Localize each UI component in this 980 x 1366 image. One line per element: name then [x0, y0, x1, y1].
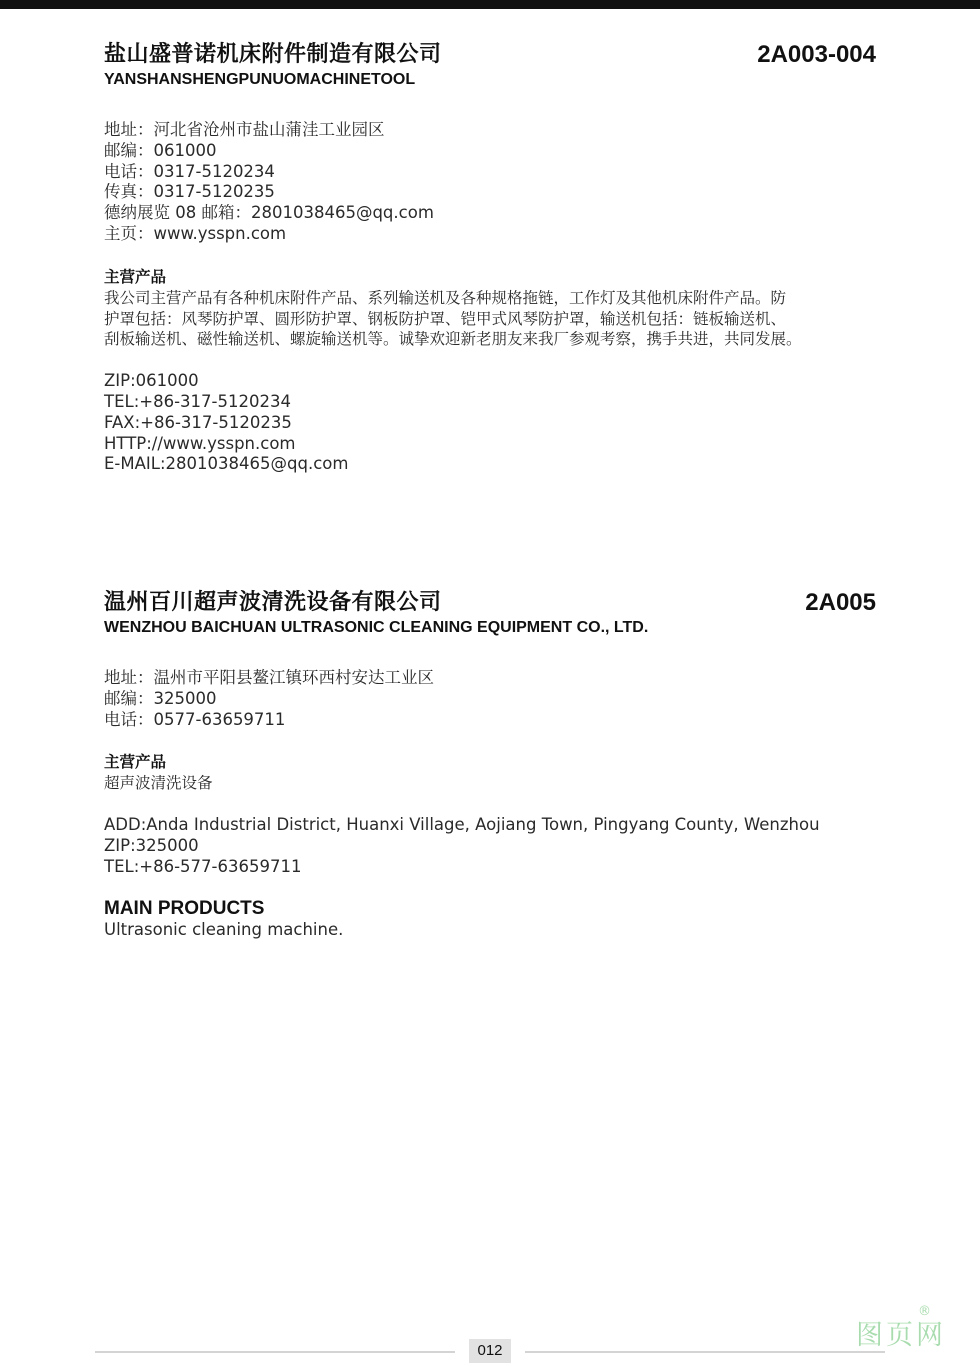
- http-line-en: HTTP://www.ysspn.com: [104, 433, 296, 453]
- email-line: 德纳展览 08 邮箱：2801038465@qq.com: [104, 203, 434, 223]
- footer-divider-left: [95, 1351, 455, 1353]
- address-line: 地址：温州市平阳县鳌江镇环西村安达工业区: [104, 668, 434, 687]
- contact-info-cn: [104, 668, 884, 730]
- main-products-cn: [104, 773, 884, 794]
- phone-line: 电话：0577-63659711: [104, 709, 286, 729]
- company-entry-2: [104, 588, 884, 940]
- phone-line: 电话：0317-5120234: [104, 161, 275, 181]
- fax-line: 传真：0317-5120235: [104, 182, 275, 202]
- main-products-heading-cn: 主营产品: [104, 267, 167, 286]
- homepage-line: 主页：www.ysspn.com: [104, 223, 287, 243]
- fax-line-en: FAX:+86-317-5120235: [104, 412, 292, 432]
- address-line-en: ADD:Anda Industrial District, Huanxi Village, Aojiang Town, Pingyang County, Wenzhou: [104, 815, 820, 835]
- zip-line: 邮编：061000: [104, 140, 217, 160]
- products-text-line: 超声波清洗设备: [104, 774, 213, 793]
- company-name-cn: 盐山盛普诺机床附件制造有限公司: [104, 42, 442, 67]
- company-name-en: WENZHOU BAICHUAN ULTRASONIC CLEANING EQUIPMENT CO., LTD.: [104, 619, 649, 636]
- main-products-heading-en: MAIN PRODUCTS: [104, 897, 265, 919]
- company-entry-1: [104, 40, 884, 475]
- tel-line-en: TEL:+86-317-5120234: [104, 391, 291, 411]
- company-name-en: YANSHANSHENGPUNUOMACHINETOOL: [104, 71, 416, 88]
- zip-line: 邮编：325000: [104, 688, 217, 708]
- tel-line-en: TEL:+86-577-63659711: [104, 856, 302, 876]
- email-line-en: E-MAIL:2801038465@qq.com: [104, 454, 349, 474]
- products-text-line: 刮板输送机、磁性输送机、螺旋输送机等。诚挚欢迎新老朋友来我厂参观考察，携手共进，共同发展。: [104, 330, 802, 349]
- watermark-text: 图页网: [856, 1320, 946, 1351]
- company-title-row: [104, 588, 876, 618]
- page-footer: [0, 1339, 980, 1363]
- company-title-row: [104, 40, 876, 70]
- footer-divider-right: [525, 1351, 885, 1353]
- products-text-line: 护罩包括：风琴防护罩、圆形防护罩、钢板防护罩、铠甲式风琴防护罩，输送机包括：链板输送机、: [104, 309, 787, 328]
- page-number: 012: [469, 1339, 511, 1363]
- contact-info-en: [104, 815, 884, 877]
- zip-line-en: ZIP:061000: [104, 371, 199, 391]
- zip-line-en: ZIP:325000: [104, 835, 199, 855]
- main-products-en: Ultrasonic cleaning machine.: [104, 919, 344, 939]
- company-name-cn: 温州百川超声波清洗设备有限公司: [104, 590, 442, 615]
- contact-info-en: [104, 371, 884, 475]
- booth-number: 2A003-004: [757, 41, 876, 68]
- booth-number: 2A005: [805, 589, 876, 616]
- products-text-line: 我公司主营产品有各种机床附件产品、系列输送机及各种规格拖链，工作灯及其他机床附件产品。防: [104, 288, 787, 307]
- main-products-cn: [104, 288, 884, 350]
- registered-mark-icon: ®: [918, 1304, 931, 1319]
- contact-info-cn: [104, 120, 884, 245]
- address-line: 地址：河北省沧州市盐山蒲洼工业园区: [104, 120, 385, 139]
- watermark-logo: [856, 1304, 966, 1356]
- main-products-heading-cn: 主营产品: [104, 753, 167, 772]
- top-rule: [0, 0, 980, 9]
